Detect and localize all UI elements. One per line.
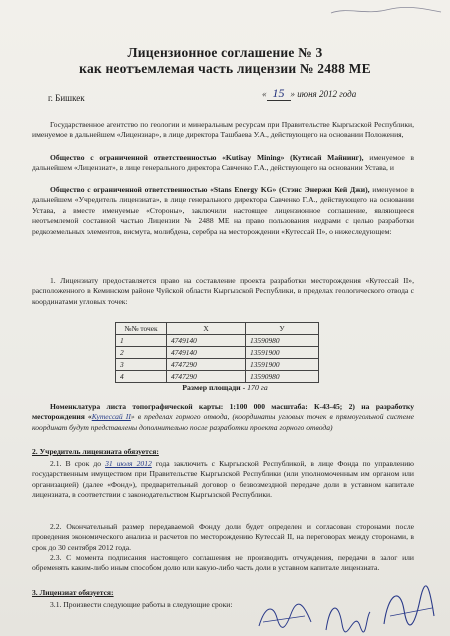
header-x: X bbox=[167, 323, 246, 335]
area-size bbox=[0, 383, 450, 392]
cell-point: 1 bbox=[116, 335, 167, 347]
header-point-number: №№ точек bbox=[116, 323, 167, 335]
cell-point: 2 bbox=[116, 347, 167, 359]
cell-y: 13590980 bbox=[246, 335, 319, 347]
cell-x: 4749140 bbox=[167, 335, 246, 347]
section-2-heading bbox=[32, 447, 414, 457]
signature bbox=[255, 596, 315, 636]
table-header-row bbox=[116, 323, 319, 335]
date-rest: » июня 2012 года bbox=[290, 89, 357, 99]
title-line-1: Лицензионное соглашение № 3 bbox=[127, 45, 323, 60]
city: г. Бишкек bbox=[48, 93, 85, 103]
intro-paragraph-3 bbox=[32, 185, 414, 237]
table-row bbox=[116, 347, 319, 359]
licensee-name: Общество с ограниченной ответственностью «Kutisay Mining» (Кутисай Майнинг), bbox=[50, 153, 364, 162]
cell-x: 4747290 bbox=[167, 359, 246, 371]
table-row bbox=[116, 359, 319, 371]
area-label: Размер площади - bbox=[182, 383, 248, 392]
cell-point: 3 bbox=[116, 359, 167, 371]
date-day-handwritten: 15 bbox=[267, 86, 291, 101]
founder-name: Общество с ограниченной ответственностью «Stans Energy KG» (Стэнс Энержи Кей Джи), bbox=[50, 185, 370, 194]
section-1-text: 1. Лицензиату предоставляется право на составление проекта разработки месторождения «Кутессай II», расположенного в Кеминском районе Чуйской области Кыргызской Республики, в пределах геологического отвода с координатами угловых точек: bbox=[32, 276, 414, 306]
nomenclature-paragraph bbox=[32, 402, 414, 433]
section-2-1-b: года заключить с Кыргызской Республикой, в лице Фонда по управлению государственным имуществом при Правительстве Кыргызской Республики (или уполномоченным им органом или организацией) (далее «Фонд»), предварительный договор о безвозмездной передаче доли в уставном капитале лицензиата, в соответствии с законодательством Кыргызской Республики. bbox=[32, 459, 414, 500]
coordinates-table bbox=[115, 322, 319, 383]
handwritten-mark bbox=[326, 4, 446, 18]
area-value: 170 га bbox=[247, 383, 268, 392]
intro-paragraph-2 bbox=[32, 153, 414, 174]
header-y: У bbox=[246, 323, 319, 335]
deadline-date-handwritten: 31 июля 2012 bbox=[105, 459, 152, 468]
cell-y: 13590980 bbox=[246, 371, 319, 383]
signature bbox=[322, 596, 372, 636]
title-line-2: как неотъемлемая часть лицензии № 2488 МЕ bbox=[79, 61, 371, 76]
cell-x: 4747290 bbox=[167, 371, 246, 383]
section-2-heading-text: 2. Учредитель лицензиата обязуется: bbox=[32, 447, 159, 456]
section-2-3: 2.3. С момента подписания настоящего соглашения не производить отчуждения, передачи в залог или обременять каким-либо иным способом долю или какую-либо часть доли в уставном капитале лицензиата. bbox=[32, 553, 414, 573]
date-open-quote: « bbox=[262, 89, 267, 99]
section-3-heading-text: 3. Лицензиат обязуется: bbox=[32, 588, 114, 597]
table-row bbox=[116, 335, 319, 347]
signature bbox=[378, 580, 438, 636]
cell-y: 13591900 bbox=[246, 359, 319, 371]
deposit-name-handwritten: Кутессай II bbox=[91, 412, 131, 422]
section-3-1: 3.1. Произвести следующие работы в следующие сроки: bbox=[50, 600, 233, 609]
section-2-1-a: 2.1. В срок до bbox=[50, 459, 106, 468]
cell-x: 4749140 bbox=[167, 347, 246, 359]
section-2-2: 2.2. Окончательный размер передаваемой Фонду доли будет определен и согласован сторонами после проведения экономического анализа и расчетов по месторождению Кутессай II, на переговорах между сторонами, в срок до 30 сентября 2012 года. bbox=[32, 522, 414, 552]
cell-point: 4 bbox=[116, 371, 167, 383]
nomenclature-text: Номенклатура листа топографической карты: 1:100 000 масштаба: К-43-45; 2) на разработку месторождения « bbox=[32, 402, 414, 422]
nomenclature-tail: » в пределах горного отвода, (координаты угловых точек в прямоугольной системе координат будут представлены дополнительно после разработки проекта горного отвода) bbox=[32, 412, 415, 432]
date bbox=[262, 86, 356, 101]
table-row bbox=[116, 371, 319, 383]
founder-details: именуемое в дальнейшем «Учредитель лицензиата», в лице генерального директора Савченко Г.А., действующего на основании Устава, а вместе именуемые «Стороны», заключили настоящее лицензионное соглашение, являющееся неотъемлемой составной частью Лицензии № 2488 МЕ на право пользования недрами с целью разработки редкоземельных элементов, висмута, молибдена, серебра на месторождении «Кутессай II», о нижеследующем: bbox=[32, 185, 415, 236]
licensee-details: именуемое в дальнейшем «Лицензиат», в лице генерального директора Савченко Г.А., действующего на основании Устава, и bbox=[32, 153, 414, 173]
intro-paragraph-1: Государственное агентство по геологии и минеральным ресурсам при Правительстве Кыргызской Республики, именуемое в дальнейшем «Лицензиар», в лице директора Ташбаева У.А., действующего на основании Положения, bbox=[32, 120, 414, 140]
section-2-1 bbox=[32, 459, 414, 501]
cell-y: 13591900 bbox=[246, 347, 319, 359]
